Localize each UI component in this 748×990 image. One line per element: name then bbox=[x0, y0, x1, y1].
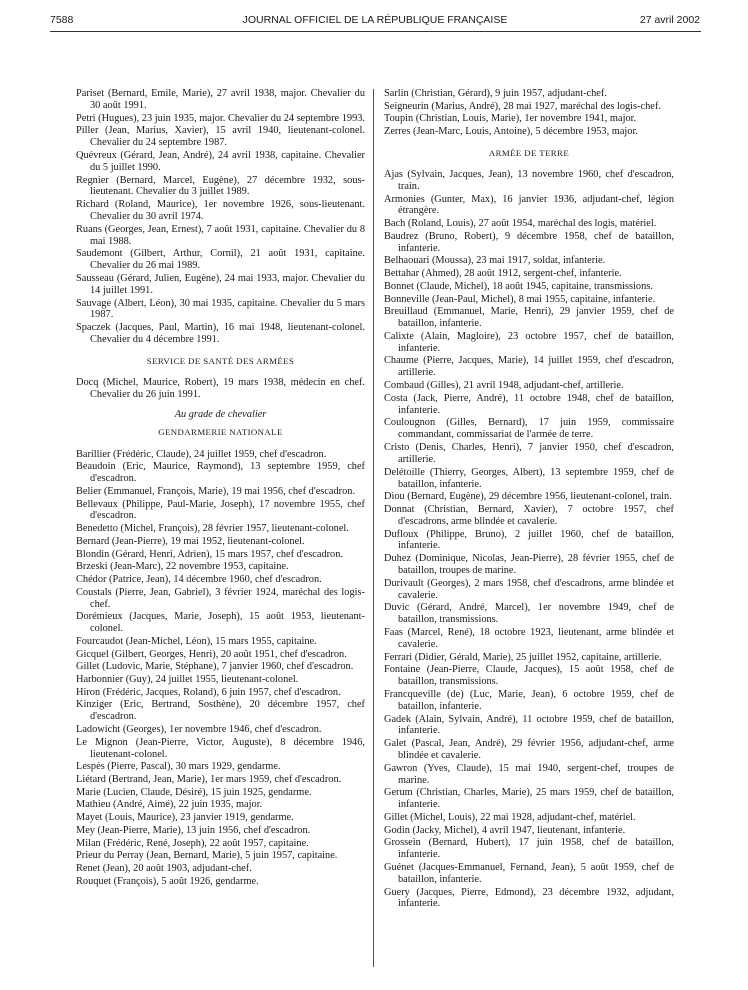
decoree-entry: Durivault (Georges), 2 mars 1958, chef d'escadrons, arme blindée et cavalerie. bbox=[384, 577, 674, 601]
right-column bbox=[384, 88, 674, 911]
header-rule bbox=[50, 31, 701, 32]
decoree-entry: Dorémieux (Jacques, Marie, Joseph), 15 août 1953, lieutenant-colonel. bbox=[76, 611, 365, 635]
decoree-entry: Sauvage (Albert, Léon), 30 mai 1935, capitaine. Chevalier du 5 mars 1987. bbox=[76, 297, 365, 321]
decoree-entry: Seigneurin (Marius, André), 28 mai 1927, maréchal des logis-chef. bbox=[384, 100, 661, 112]
decoree-entry: Armonies (Gunter, Max), 16 janvier 1936, adjudant-chef, légion étrangère. bbox=[384, 193, 674, 217]
section-heading: GENDARMERIE NATIONALE bbox=[158, 426, 283, 437]
decoree-entry: Barillier (Frédéric, Claude), 24 juillet 1959, chef d'escadron. bbox=[76, 448, 327, 460]
decoree-entry: Ruans (Georges, Jean, Ernest), 7 août 1931, capitaine. Chevalier du 8 mai 1988. bbox=[76, 223, 365, 247]
decoree-entry: Regnier (Bernard, Marcel, Eugène), 27 décembre 1932, sous-lieutenant. Chevalier du 3 juillet 1989. bbox=[76, 174, 365, 198]
entries-group bbox=[384, 88, 674, 138]
decoree-entry: Kinziger (Eric, Bertrand, Sosthène), 20 décembre 1957, chef d'escadron. bbox=[76, 699, 365, 723]
decoree-entry: Brzeski (Jean-Marc), 22 novembre 1953, capitaine. bbox=[76, 561, 289, 573]
decoree-entry: Bach (Roland, Louis), 27 août 1954, maréchal des logis, matériel. bbox=[384, 218, 657, 230]
issue-date: 27 avril 2002 bbox=[639, 14, 700, 26]
decoree-entry: Prieur du Perray (Jean, Bernard, Marie), 5 juin 1957, capitaine. bbox=[76, 850, 338, 862]
decoree-entry: Mayet (Louis, Maurice), 23 janvier 1919, gendarme. bbox=[76, 812, 294, 824]
decoree-entry: Ladowicht (Georges), 1er novembre 1946, chef d'escadron. bbox=[76, 724, 322, 736]
decoree-entry: Diou (Bernard, Eugène), 29 décembre 1956, lieutenant-colonel, train. bbox=[384, 491, 672, 503]
decoree-entry: Calixte (Alain, Magloire), 23 octobre 1957, chef de bataillon, infanterie. bbox=[384, 330, 674, 354]
decoree-entry: Zerres (Jean-Marc, Louis, Antoine), 5 décembre 1953, major. bbox=[384, 126, 638, 138]
column-divider bbox=[373, 89, 374, 967]
decoree-entry: Harbonnier (Guy), 24 juillet 1955, lieutenant-colonel. bbox=[76, 674, 299, 685]
decoree-entry: Delétoille (Thierry, Georges, Albert), 13 septembre 1959, chef de bataillon, infanterie. bbox=[384, 466, 674, 490]
decoree-entry: Gillet (Ludovic, Marie, Stéphane), 7 janvier 1960, chef d'escadron. bbox=[76, 661, 354, 673]
decoree-entry: Donnat (Christian, Bernard, Xavier), 7 octobre 1957, chef d'escadrons, arme blindée et cavalerie. bbox=[384, 503, 674, 527]
decoree-entry: Sausseau (Gérard, Julien, Eugène), 24 mai 1933, major. Chevalier du 14 juillet 1991. bbox=[76, 272, 365, 296]
decoree-entry: Marie (Lucien, Claude, Désiré), 15 juin 1925, gendarme. bbox=[76, 786, 312, 798]
decoree-entry: Renet (Jean), 20 août 1903, adjudant-chef. bbox=[76, 862, 252, 874]
decoree-entry: Belier (Emmanuel, François, Marie), 19 mai 1956, chef d'escadron. bbox=[76, 485, 356, 497]
decoree-entry: Godin (Jacky, Michel), 4 avril 1947, lieutenant, infanterie. bbox=[384, 824, 626, 836]
decoree-entry: Mathieu (André, Aimé), 22 juin 1935, major. bbox=[76, 799, 263, 811]
decoree-entry: Fourcaudot (Jean-Michel, Léon), 15 mars 1955, capitaine. bbox=[76, 635, 317, 647]
decoree-entry: Richard (Roland, Maurice), 1er novembre 1926, sous-lieutenant. Chevalier du 30 avril 1974. bbox=[76, 199, 365, 223]
entries-group bbox=[76, 88, 365, 346]
section-heading: ARMÉE DE TERRE bbox=[488, 148, 570, 159]
decoree-entry: Duhez (Dominique, Nicolas, Jean-Pierre), 28 février 1955, chef de bataillon, troupes de marine. bbox=[384, 553, 674, 577]
decoree-entry: Coustals (Pierre, Jean, Gabriel), 3 février 1924, maréchal des logis-chef. bbox=[76, 586, 365, 610]
decoree-entry: Bonnet (Claude, Michel), 18 août 1945, capitaine, transmissions. bbox=[384, 280, 653, 292]
entries-group bbox=[76, 377, 365, 401]
decoree-entry: Chaume (Pierre, Jacques, Marie), 14 juillet 1959, chef d'escadron, artillerie. bbox=[384, 355, 674, 379]
decoree-entry: Breuillaud (Emmanuel, Marie, Henri), 29 janvier 1959, chef de bataillon, infanterie. bbox=[384, 306, 674, 330]
decoree-entry: Petri (Hugues), 23 juin 1935, major. Chevalier du 24 septembre 1993. bbox=[76, 112, 365, 124]
decoree-entry: Hiron (Frédéric, Jacques, Roland), 6 juin 1957, chef d'escadron. bbox=[76, 686, 341, 698]
decoree-entry: Ferrari (Didier, Gérald, Marie), 25 juillet 1952, capitaine, artillerie. bbox=[384, 651, 662, 663]
decoree-entry: Rouquet (François), 5 août 1926, gendarme. bbox=[76, 875, 259, 887]
decoree-entry: Bonneville (Jean-Paul, Michel), 8 mai 1955, capitaine, infanterie. bbox=[384, 293, 656, 305]
decoree-entry: Benedetto (Michel, François), 28 février 1957, lieutenant-colonel. bbox=[76, 523, 349, 535]
decoree-entry: Chédor (Patrice, Jean), 14 décembre 1960, chef d'escadron. bbox=[76, 573, 322, 585]
decoree-entry: Pariset (Bernard, Emile, Marie), 27 avril 1938, major. Chevalier du 30 août 1991. bbox=[76, 88, 365, 111]
decoree-entry: Bernard (Jean-Pierre), 19 mai 1952, lieutenant-colonel. bbox=[76, 535, 305, 547]
decoree-entry: Guery (Jacques, Pierre, Edmond), 23 décembre 1932, adjudant, infanterie. bbox=[384, 886, 674, 910]
decoree-entry: Grossein (Bernard, Hubert), 17 juin 1958, chef de bataillon, infanterie. bbox=[384, 837, 674, 861]
decoree-entry: Beaudoin (Eric, Maurice, Raymond), 13 septembre 1959, chef d'escadron. bbox=[76, 461, 365, 485]
decoree-entry: Le Mignon (Jean-Pierre, Victor, Auguste), 8 décembre 1946, lieutenant-colonel. bbox=[76, 736, 365, 760]
section-heading: SERVICE DE SANTÉ DES ARMÉES bbox=[146, 356, 295, 366]
decoree-entry: Gerum (Christian, Charles, Marie), 25 mars 1959, chef de bataillon, infanterie. bbox=[384, 787, 674, 811]
decoree-entry: Gadek (Alain, Sylvain, André), 11 octobre 1959, chef de bataillon, infanterie. bbox=[384, 713, 674, 737]
entries-group bbox=[384, 169, 674, 910]
decoree-entry: Piller (Jean, Marius, Xavier), 15 avril 1940, lieutenant-colonel. Chevalier du 24 septembre 1987. bbox=[76, 125, 365, 149]
decoree-entry: Baudrez (Bruno, Robert), 9 décembre 1958, chef de bataillon, infanterie. bbox=[384, 230, 674, 254]
grade-subheading: Au grade de chevalier bbox=[174, 408, 267, 420]
decoree-entry: Toupin (Christian, Louis, Marie), 1er novembre 1941, major. bbox=[384, 113, 637, 125]
decoree-entry: Dufloux (Philippe, Bruno), 2 juillet 1960, chef de bataillon, infanterie. bbox=[384, 528, 674, 552]
decoree-entry: Docq (Michel, Maurice, Robert), 19 mars 1938, médecin en chef. Chevalier du 26 juin 1991. bbox=[76, 376, 365, 400]
decoree-entry: Milan (Frédéric, René, Joseph), 22 août 1957, capitaine. bbox=[76, 837, 309, 849]
decoree-entry: Costa (Jack, Pierre, André), 11 octobre 1948, chef de bataillon, infanterie. bbox=[384, 392, 674, 416]
decoree-entry: Spaczek (Jacques, Paul, Martin), 16 mai 1948, lieutenant-colonel. Chevalier du 4 décembre 1991. bbox=[76, 322, 365, 346]
decoree-entry: Gicquel (Gilbert, Georges, Henri), 20 août 1951, chef d'escadron. bbox=[76, 648, 347, 660]
decoree-entry: Coulougnon (Gilles, Bernard), 17 juin 1959, commissaire commandant, commissariat de l'armée de terre. bbox=[384, 417, 674, 441]
decoree-entry: Gawron (Yves, Claude), 15 mai 1940, sergent-chef, troupes de marine. bbox=[384, 762, 674, 786]
decoree-entry: Belhaouari (Moussa), 23 mai 1917, soldat, infanterie. bbox=[384, 255, 606, 267]
decoree-entry: Ajas (Sylvain, Jacques, Jean), 13 novembre 1960, chef d'escadron, train. bbox=[384, 168, 674, 192]
decoree-entry: Francqueville (de) (Luc, Marie, Jean), 6 octobre 1959, chef de bataillon, infanterie. bbox=[384, 688, 674, 712]
page-header bbox=[50, 14, 700, 30]
decoree-entry: Gillet (Michel, Louis), 22 mai 1928, adjudant-chef, matériel. bbox=[384, 811, 636, 823]
left-column bbox=[76, 88, 365, 888]
decoree-entry: Blondin (Gérard, Henri, Adrien), 15 mars 1957, chef d'escadron. bbox=[76, 548, 343, 560]
page-number: 7588 bbox=[50, 14, 74, 26]
decoree-entry: Sarlin (Christian, Gérard), 9 juin 1957, adjudant-chef. bbox=[384, 88, 607, 99]
decoree-entry: Fontaine (Jean-Pierre, Claude, Jacques), 15 août 1958, chef de bataillon, transmissions. bbox=[384, 664, 674, 688]
journal-title: JOURNAL OFFICIEL DE LA RÉPUBLIQUE FRANÇAISE bbox=[242, 14, 508, 26]
decoree-entry: Guénet (Jacques-Emmanuel, Fernand, Jean), 5 août 1959, chef de bataillon, infanterie. bbox=[384, 861, 674, 885]
decoree-entry: Bellevaux (Philippe, Paul-Marie, Joseph), 17 novembre 1955, chef d'escadron. bbox=[76, 498, 365, 522]
decoree-entry: Quévreux (Gérard, Jean, André), 24 avril 1938, capitaine. Chevalier du 5 juillet 1990. bbox=[76, 149, 365, 173]
decoree-entry: Combaud (Gilles), 21 avril 1948, adjudant-chef, artillerie. bbox=[384, 380, 624, 392]
decoree-entry: Saudemont (Gilbert, Arthur, Cornil), 21 août 1931, capitaine. Chevalier du 26 mai 1989. bbox=[76, 248, 365, 272]
decoree-entry: Mey (Jean-Pierre, Marie), 13 juin 1956, chef d'escadron. bbox=[76, 824, 311, 836]
decoree-entry: Liétard (Bertrand, Jean, Marie), 1er mars 1959, chef d'escadron. bbox=[76, 774, 342, 786]
decoree-entry: Lespès (Pierre, Pascal), 30 mars 1929, gendarme. bbox=[76, 761, 281, 773]
decoree-entry: Duvic (Gérard, André, Marcel), 1er novembre 1949, chef de bataillon, transmissions. bbox=[384, 602, 674, 626]
decoree-entry: Faas (Marcel, René), 18 octobre 1923, lieutenant, arme blindée et cavalerie. bbox=[384, 626, 674, 650]
decoree-entry: Bettahar (Ahmed), 28 août 1912, sergent-chef, infanterie. bbox=[384, 268, 622, 280]
entries-group bbox=[76, 449, 365, 888]
decoree-entry: Cristo (Denis, Charles, Henri), 7 janvier 1950, chef d'escadron, artillerie. bbox=[384, 442, 674, 465]
decoree-entry: Galet (Pascal, Jean, André), 29 février 1956, adjudant-chef, arme blindée et cavalerie. bbox=[384, 738, 674, 762]
